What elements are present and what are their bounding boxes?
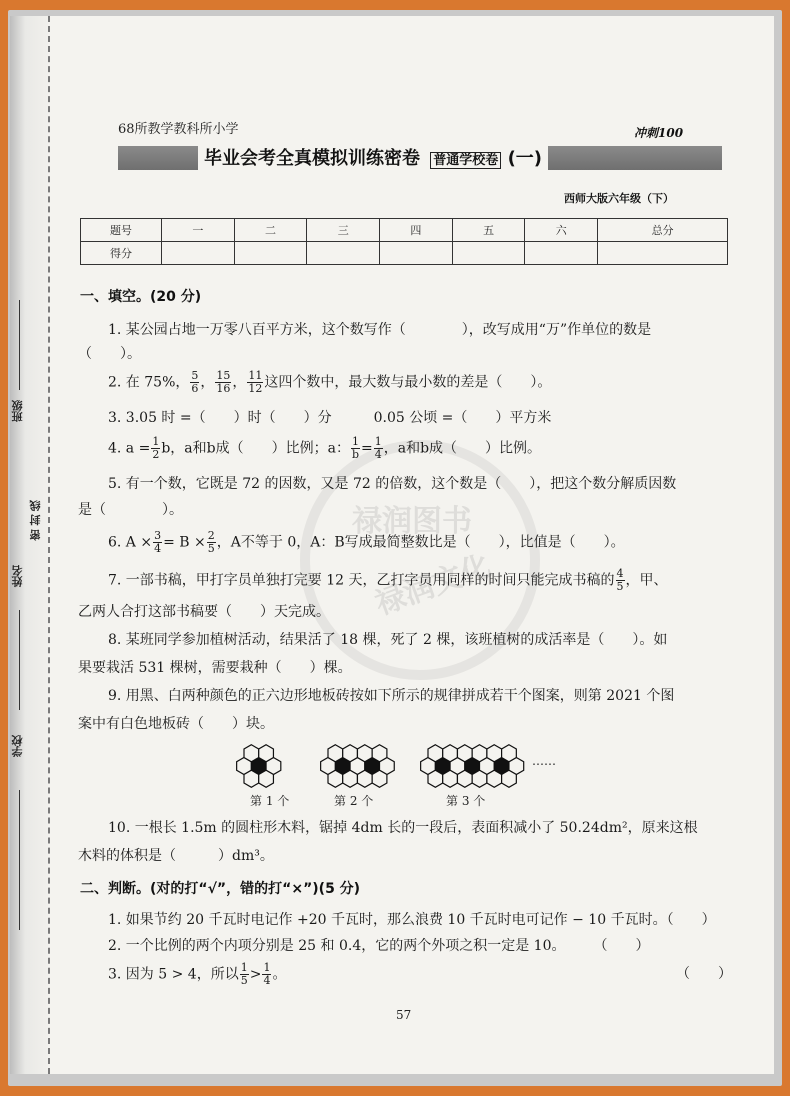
judgement-1: 1. 如果节约 20 千瓦时电记作 +20 千瓦时，那么浪费 10 千瓦时电可记作 − 10 千瓦时。（ ） bbox=[108, 912, 716, 928]
white-hexagon-tile bbox=[428, 770, 443, 787]
question-1-line-2: （ ）。 bbox=[78, 346, 141, 362]
score-input-cell[interactable] bbox=[525, 242, 598, 265]
spine-name-line bbox=[19, 610, 20, 710]
j3-part-c: 。 bbox=[272, 966, 287, 983]
fraction bbox=[207, 530, 216, 555]
exam-title-text: 毕业会考全真模拟训练密卷 bbox=[204, 148, 420, 169]
question-7-line-1 bbox=[108, 568, 732, 593]
denominator: 5 bbox=[207, 542, 215, 555]
numerator: 15 bbox=[216, 369, 231, 382]
exam-title-number: (一) bbox=[507, 148, 543, 169]
question-10-line-2: 木料的体积是（ ）dm³。 bbox=[78, 848, 274, 864]
question-8-line-2: 果要栽活 531 棵树，需要栽种（ ）棵。 bbox=[78, 660, 352, 676]
question-5-line-2: 是（ ）。 bbox=[78, 502, 183, 518]
fraction bbox=[262, 962, 271, 987]
white-hexagon-tile bbox=[244, 745, 259, 762]
numerator: 4 bbox=[616, 567, 624, 580]
denominator: 4 bbox=[154, 542, 162, 555]
score-cell: 题号 bbox=[81, 219, 162, 242]
white-hexagon-tile bbox=[357, 770, 372, 787]
judgement-3 bbox=[108, 962, 732, 987]
exam-title bbox=[198, 146, 548, 172]
q2-suffix: 这四个数中，最大数与最小数的差是（ ）。 bbox=[264, 374, 552, 391]
q6-part-a: 6. A × bbox=[108, 534, 153, 551]
numerator: 2 bbox=[207, 529, 215, 542]
denominator: 6 bbox=[191, 382, 199, 395]
score-cell: 四 bbox=[380, 219, 453, 242]
spine-school-line bbox=[19, 790, 20, 930]
q2-prefix: 2. 在 75%， bbox=[108, 374, 190, 391]
white-hexagon-tile bbox=[443, 770, 458, 787]
score-cell: 二 bbox=[234, 219, 307, 242]
numerator: 11 bbox=[248, 369, 263, 382]
score-table bbox=[80, 218, 728, 265]
score-table-header-row bbox=[81, 219, 728, 242]
denominator: 4 bbox=[374, 448, 382, 461]
q6-part-c: ，A不等于 0，A：B写成最简整数比是（ ），比值是（ ）。 bbox=[216, 534, 625, 551]
q6-part-b: = B × bbox=[163, 534, 206, 551]
figure-2-label: 第 2 个 bbox=[334, 794, 374, 808]
score-input-cell[interactable] bbox=[307, 242, 380, 265]
numerator: 1 bbox=[374, 435, 382, 448]
fraction bbox=[153, 530, 162, 555]
question-10-line-1: 10. 一根长 1.5m 的圆柱形木料，锯掉 4dm 长的一段后，表面积减小了 50.24dm²，原来这根 bbox=[108, 820, 698, 836]
spine-school-label: 学校 bbox=[11, 735, 24, 757]
score-input-cell[interactable] bbox=[380, 242, 453, 265]
section-1-heading: 一、填空。(20 分) bbox=[80, 289, 202, 305]
section-2-heading: 二、判断。(对的打“√”，错的打“×”)(5 分) bbox=[80, 881, 361, 897]
fraction bbox=[190, 370, 199, 395]
q7-part-a: 7. 一部书稿，甲打字员单独打完要 12 天，乙打字员用同样的时间只能完成书稿的 bbox=[108, 572, 615, 589]
question-7-line-2: 乙两人合打这部书稿要（ ）天完成。 bbox=[78, 604, 330, 620]
question-4 bbox=[108, 436, 732, 461]
white-hexagon-tile bbox=[472, 745, 487, 762]
question-9-line-1: 9. 用黑、白两种颜色的正六边形地板砖按如下所示的规律拼成若干个图案，则第 2021 个图 bbox=[108, 688, 675, 704]
q4-part-b: b，a和b成（ ）比例；a： bbox=[161, 440, 350, 457]
white-hexagon-tile bbox=[487, 745, 502, 762]
publisher-line: 68所教学教科所小学 bbox=[118, 122, 239, 137]
q7-part-b: ，甲、 bbox=[625, 572, 668, 589]
fraction bbox=[151, 436, 160, 461]
spine-name-label: 姓名 bbox=[11, 565, 24, 587]
numerator: 3 bbox=[154, 529, 162, 542]
fraction bbox=[247, 370, 263, 395]
denominator: 2 bbox=[152, 448, 160, 461]
score-cell: 总分 bbox=[598, 219, 728, 242]
white-hexagon-tile bbox=[457, 745, 472, 762]
white-hexagon-tile bbox=[328, 770, 343, 787]
score-input-cell[interactable] bbox=[598, 242, 728, 265]
white-hexagon-tile bbox=[443, 745, 458, 762]
denominator: 4 bbox=[263, 974, 271, 987]
fraction bbox=[351, 436, 360, 461]
white-hexagon-tile bbox=[372, 770, 387, 787]
white-hexagon-tile bbox=[343, 745, 358, 762]
watermark-text-bottom: 禄润文化 bbox=[370, 548, 496, 623]
figure-ellipsis: …… bbox=[532, 754, 556, 768]
white-hexagon-tile bbox=[428, 745, 443, 762]
exam-title-tag: 普通学校卷 bbox=[430, 152, 501, 169]
score-table-score-row bbox=[81, 242, 728, 265]
score-cell: 三 bbox=[307, 219, 380, 242]
white-hexagon-tile bbox=[372, 745, 387, 762]
white-hexagon-tile bbox=[502, 770, 517, 787]
fraction bbox=[215, 370, 231, 395]
brand-mark: 冲刺100 bbox=[634, 126, 684, 140]
j3-part-a: 3. 因为 5 > 4，所以 bbox=[108, 966, 239, 983]
watermark-text-top: 禄润图书 bbox=[352, 504, 472, 539]
question-9-line-2: 案中有白色地板砖（ ）块。 bbox=[78, 716, 274, 732]
white-hexagon-tile bbox=[502, 745, 517, 762]
question-3: 3. 3.05 时 =（ ）时（ ）分 0.05 公顷 =（ ）平方米 bbox=[108, 410, 552, 426]
judgement-2: 2. 一个比例的两个内项分别是 25 和 0.4，它的两个外项之积一定是 10。 （ ） bbox=[108, 938, 650, 954]
denominator: 5 bbox=[240, 974, 248, 987]
fraction bbox=[374, 436, 383, 461]
denominator: 16 bbox=[216, 382, 231, 395]
j3-part-b: > bbox=[249, 966, 262, 983]
numerator: 1 bbox=[263, 961, 271, 974]
spine-seal-label: 密 封 线 bbox=[29, 500, 42, 541]
white-hexagon-tile bbox=[328, 745, 343, 762]
score-cell: 五 bbox=[452, 219, 525, 242]
binding-strip bbox=[10, 16, 48, 1074]
numerator: 1 bbox=[152, 435, 160, 448]
question-8-line-1: 8. 某班同学参加植树活动，结果活了 18 棵，死了 2 棵，该班植树的成活率是（ ）。如 bbox=[108, 632, 668, 648]
white-hexagon-tile bbox=[457, 770, 472, 787]
white-hexagon-tile bbox=[259, 770, 274, 787]
edition-label: 西师大版六年级（下） bbox=[564, 192, 674, 205]
question-1-line-1: 1. 某公园占地一万零八百平方米，这个数写作（ ），改写成用“万”作单位的数是 bbox=[108, 322, 652, 338]
score-cell: 六 bbox=[525, 219, 598, 242]
denominator: b bbox=[351, 448, 360, 461]
page-number: 57 bbox=[396, 1008, 412, 1022]
seal-dash-line bbox=[48, 16, 50, 1074]
q4-part-d: ，a和b成（ ）比例。 bbox=[383, 440, 542, 457]
numerator: 5 bbox=[191, 369, 199, 382]
white-hexagon-tile bbox=[487, 770, 502, 787]
figure-3-label: 第 3 个 bbox=[446, 794, 486, 808]
white-hexagon-tile bbox=[472, 770, 487, 787]
figure-1-label: 第 1 个 bbox=[250, 794, 290, 808]
spine-class-line bbox=[19, 300, 20, 390]
score-input-cell[interactable] bbox=[452, 242, 525, 265]
q4-part-c: = bbox=[361, 440, 373, 457]
score-input-cell[interactable] bbox=[162, 242, 235, 265]
judgement-3-answer-paren[interactable]: （ ） bbox=[676, 966, 732, 982]
question-2: 2. 在 75%， $\frac{5}{6}$ ， $\frac{15}{16}$ ， $\frac{11}{12}$ 这四个数中，最大数与最小数的差是（ ）。 bbox=[108, 369, 552, 395]
question-6 bbox=[108, 530, 732, 555]
score-cell: 得分 bbox=[81, 242, 162, 265]
white-hexagon-tile bbox=[343, 770, 358, 787]
denominator: 12 bbox=[248, 382, 263, 395]
q4-part-a: 4. a = bbox=[108, 440, 151, 457]
hexagon-pattern-figures bbox=[232, 742, 556, 812]
question-5-line-1: 5. 有一个数，它既是 72 的因数，又是 72 的倍数，这个数是（ ），把这个数分解质因数 bbox=[108, 476, 677, 492]
denominator: 5 bbox=[616, 580, 624, 593]
score-cell: 一 bbox=[162, 219, 235, 242]
fraction bbox=[616, 568, 625, 593]
numerator: 1 bbox=[351, 435, 359, 448]
white-hexagon-tile bbox=[244, 770, 259, 787]
white-hexagon-tile bbox=[259, 745, 274, 762]
numerator: 1 bbox=[240, 961, 248, 974]
spine-class-label: 班级 bbox=[11, 400, 24, 422]
fraction bbox=[240, 962, 249, 987]
white-hexagon-tile bbox=[357, 745, 372, 762]
score-input-cell[interactable] bbox=[234, 242, 307, 265]
